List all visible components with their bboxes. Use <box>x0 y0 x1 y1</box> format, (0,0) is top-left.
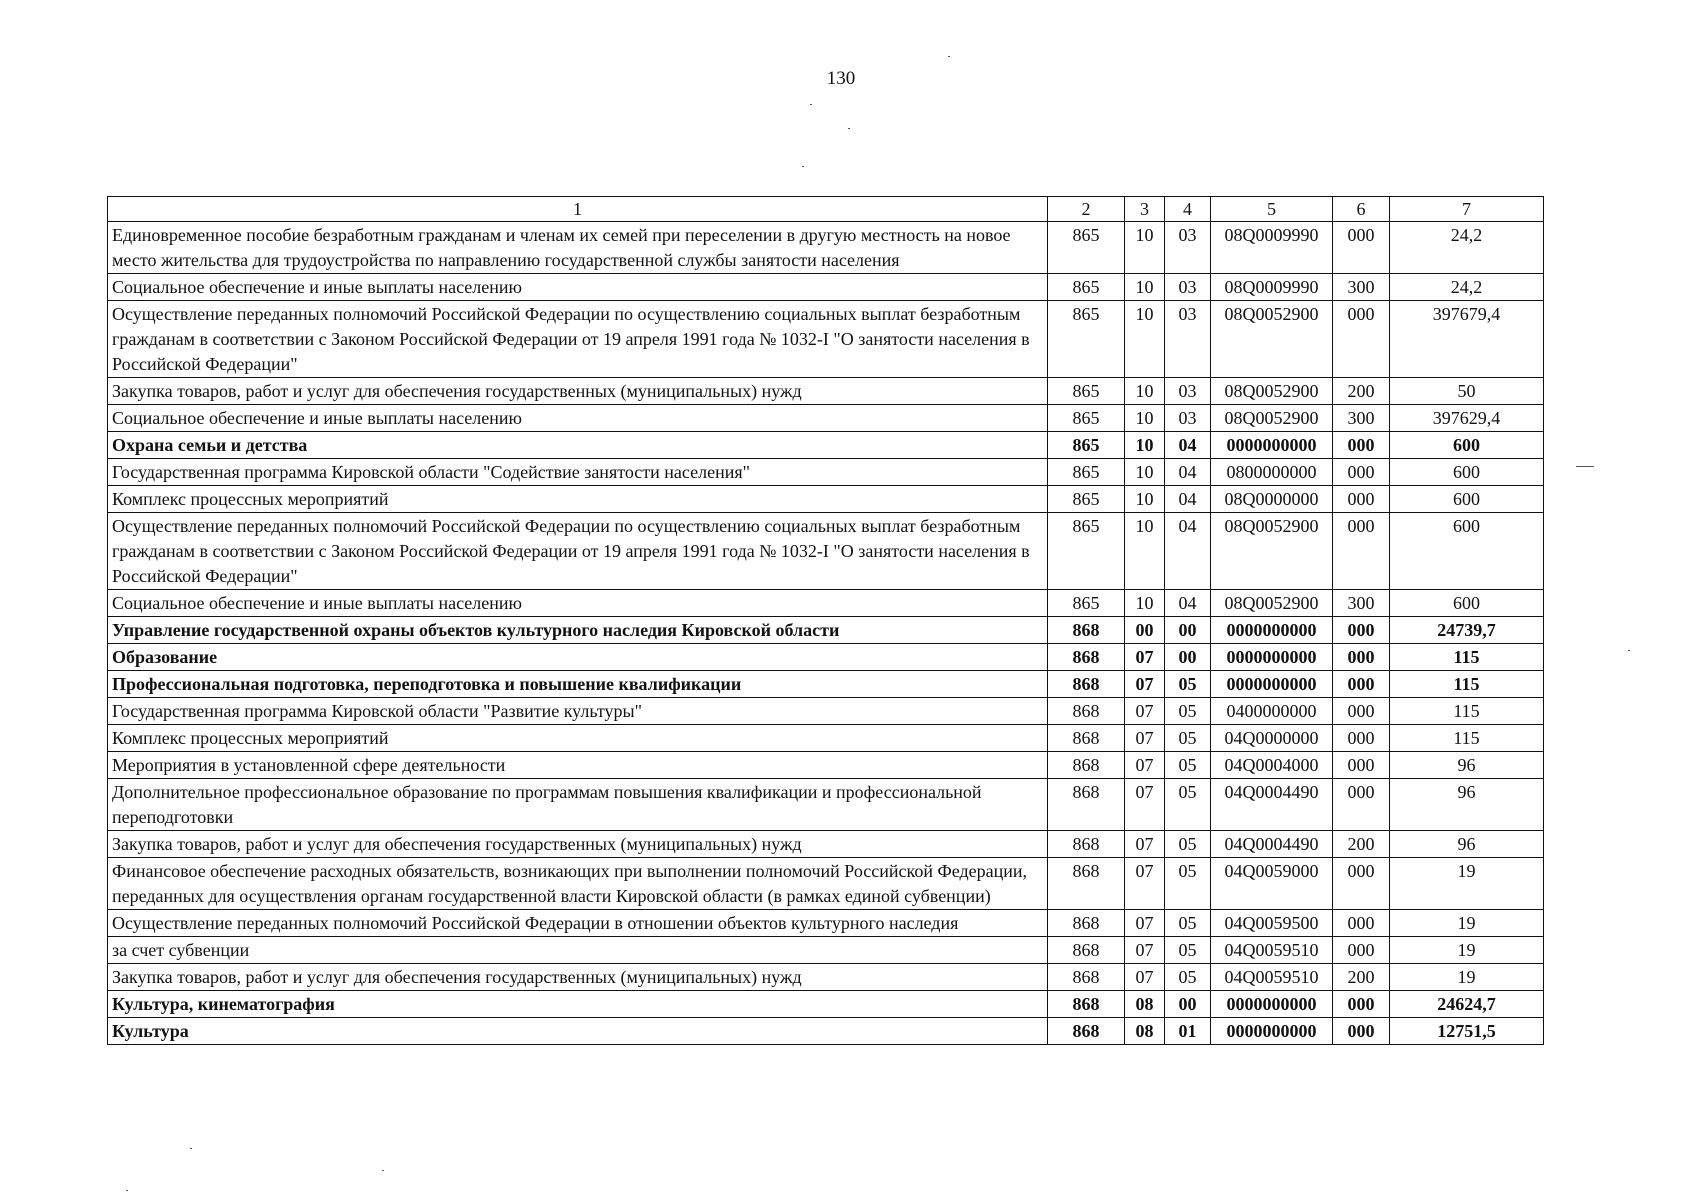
name-cell: Осуществление переданных полномочий Российской Федерации в отношении объектов культурного наследия <box>108 910 1048 937</box>
table-row <box>108 486 1544 513</box>
column-header-7: 7 <box>1390 197 1544 222</box>
budget-table <box>107 196 1544 1045</box>
column-header-5: 5 <box>1211 197 1333 222</box>
expense-type-cell: 000 <box>1333 698 1390 725</box>
subsection-cell: 04 <box>1165 513 1211 590</box>
table-body <box>108 222 1544 1045</box>
table-row <box>108 698 1544 725</box>
table-row <box>108 858 1544 910</box>
amount-cell: 24739,7 <box>1390 617 1544 644</box>
expense-type-cell: 000 <box>1333 671 1390 698</box>
section-cell: 10 <box>1125 432 1165 459</box>
table-row <box>108 222 1544 274</box>
amount-cell: 19 <box>1390 964 1544 991</box>
amount-cell: 96 <box>1390 779 1544 831</box>
amount-cell: 115 <box>1390 671 1544 698</box>
target-article-cell: 08Q0000000 <box>1211 486 1333 513</box>
scan-speck <box>1576 466 1594 467</box>
header-row <box>108 197 1544 222</box>
gr-code-cell: 865 <box>1048 274 1125 301</box>
table-row <box>108 991 1544 1018</box>
target-article-cell: 04Q0004490 <box>1211 831 1333 858</box>
amount-cell: 600 <box>1390 486 1544 513</box>
amount-cell: 115 <box>1390 644 1544 671</box>
table-row <box>108 432 1544 459</box>
subsection-cell: 05 <box>1165 858 1211 910</box>
subsection-cell: 05 <box>1165 831 1211 858</box>
expense-type-cell: 000 <box>1333 617 1390 644</box>
name-cell: Социальное обеспечение и иные выплаты населению <box>108 405 1048 432</box>
expense-type-cell: 000 <box>1333 1018 1390 1045</box>
target-article-cell: 0400000000 <box>1211 698 1333 725</box>
section-cell: 10 <box>1125 513 1165 590</box>
section-cell: 10 <box>1125 378 1165 405</box>
table-row <box>108 1018 1544 1045</box>
column-header-1: 1 <box>108 197 1048 222</box>
gr-code-cell: 868 <box>1048 752 1125 779</box>
target-article-cell: 04Q0004000 <box>1211 752 1333 779</box>
gr-code-cell: 868 <box>1048 725 1125 752</box>
expense-type-cell: 000 <box>1333 301 1390 378</box>
name-cell: Образование <box>108 644 1048 671</box>
amount-cell: 600 <box>1390 432 1544 459</box>
table-row <box>108 644 1544 671</box>
name-cell: Культура, кинематография <box>108 991 1048 1018</box>
expense-type-cell: 000 <box>1333 432 1390 459</box>
target-article-cell: 08Q0052900 <box>1211 378 1333 405</box>
target-article-cell: 04Q0059510 <box>1211 964 1333 991</box>
name-cell: Комплекс процессных мероприятий <box>108 486 1048 513</box>
gr-code-cell: 868 <box>1048 644 1125 671</box>
section-cell: 10 <box>1125 459 1165 486</box>
section-cell: 00 <box>1125 617 1165 644</box>
gr-code-cell: 865 <box>1048 486 1125 513</box>
amount-cell: 397679,4 <box>1390 301 1544 378</box>
gr-code-cell: 868 <box>1048 964 1125 991</box>
subsection-cell: 00 <box>1165 617 1211 644</box>
section-cell: 10 <box>1125 405 1165 432</box>
column-header-4: 4 <box>1165 197 1211 222</box>
amount-cell: 24,2 <box>1390 222 1544 274</box>
target-article-cell: 04Q0004490 <box>1211 779 1333 831</box>
section-cell: 10 <box>1125 301 1165 378</box>
subsection-cell: 05 <box>1165 698 1211 725</box>
section-cell: 07 <box>1125 698 1165 725</box>
section-cell: 07 <box>1125 644 1165 671</box>
amount-cell: 96 <box>1390 752 1544 779</box>
gr-code-cell: 868 <box>1048 698 1125 725</box>
amount-cell: 19 <box>1390 937 1544 964</box>
amount-cell: 600 <box>1390 513 1544 590</box>
gr-code-cell: 868 <box>1048 937 1125 964</box>
subsection-cell: 03 <box>1165 222 1211 274</box>
expense-type-cell: 200 <box>1333 378 1390 405</box>
name-cell: Охрана семьи и детства <box>108 432 1048 459</box>
expense-type-cell: 000 <box>1333 725 1390 752</box>
target-article-cell: 0000000000 <box>1211 671 1333 698</box>
table-row <box>108 459 1544 486</box>
scan-speck <box>802 166 804 167</box>
subsection-cell: 05 <box>1165 779 1211 831</box>
name-cell: Социальное обеспечение и иные выплаты населению <box>108 274 1048 301</box>
section-cell: 07 <box>1125 910 1165 937</box>
page-number: 130 <box>826 68 856 89</box>
subsection-cell: 05 <box>1165 910 1211 937</box>
table-row <box>108 725 1544 752</box>
subsection-cell: 04 <box>1165 459 1211 486</box>
column-header-6: 6 <box>1333 197 1390 222</box>
table-row <box>108 274 1544 301</box>
section-cell: 08 <box>1125 1018 1165 1045</box>
gr-code-cell: 868 <box>1048 671 1125 698</box>
section-cell: 10 <box>1125 222 1165 274</box>
column-header-2: 2 <box>1048 197 1125 222</box>
expense-type-cell: 200 <box>1333 964 1390 991</box>
table-row <box>108 779 1544 831</box>
table-row <box>108 831 1544 858</box>
scan-speck <box>848 128 850 129</box>
section-cell: 07 <box>1125 858 1165 910</box>
expense-type-cell: 000 <box>1333 752 1390 779</box>
expense-type-cell: 000 <box>1333 459 1390 486</box>
gr-code-cell: 865 <box>1048 301 1125 378</box>
name-cell: Культура <box>108 1018 1048 1045</box>
gr-code-cell: 868 <box>1048 858 1125 910</box>
target-article-cell: 0000000000 <box>1211 991 1333 1018</box>
name-cell: Государственная программа Кировской области "Развитие культуры" <box>108 698 1048 725</box>
section-cell: 08 <box>1125 991 1165 1018</box>
gr-code-cell: 865 <box>1048 378 1125 405</box>
table-row <box>108 513 1544 590</box>
target-article-cell: 08Q0009990 <box>1211 222 1333 274</box>
section-cell: 10 <box>1125 274 1165 301</box>
name-cell: Социальное обеспечение и иные выплаты населению <box>108 590 1048 617</box>
amount-cell: 19 <box>1390 910 1544 937</box>
name-cell: Закупка товаров, работ и услуг для обеспечения государственных (муниципальных) нужд <box>108 378 1048 405</box>
subsection-cell: 04 <box>1165 486 1211 513</box>
target-article-cell: 08Q0052900 <box>1211 301 1333 378</box>
name-cell: Осуществление переданных полномочий Российской Федерации по осуществлению социальных выплат безработным гражданам в соответствии с Законом Российской Федерации от 19 апреля 1991 года № 1032-I "О занятости населения в Российской Федерации" <box>108 513 1048 590</box>
gr-code-cell: 865 <box>1048 432 1125 459</box>
amount-cell: 96 <box>1390 831 1544 858</box>
amount-cell: 115 <box>1390 698 1544 725</box>
amount-cell: 397629,4 <box>1390 405 1544 432</box>
scan-speck <box>126 1190 128 1191</box>
amount-cell: 115 <box>1390 725 1544 752</box>
name-cell: Закупка товаров, работ и услуг для обеспечения государственных (муниципальных) нужд <box>108 964 1048 991</box>
gr-code-cell: 868 <box>1048 831 1125 858</box>
section-cell: 07 <box>1125 831 1165 858</box>
section-cell: 07 <box>1125 937 1165 964</box>
amount-cell: 600 <box>1390 459 1544 486</box>
target-article-cell: 08Q0052900 <box>1211 590 1333 617</box>
subsection-cell: 01 <box>1165 1018 1211 1045</box>
section-cell: 10 <box>1125 590 1165 617</box>
target-article-cell: 04Q0059510 <box>1211 937 1333 964</box>
subsection-cell: 04 <box>1165 590 1211 617</box>
expense-type-cell: 000 <box>1333 779 1390 831</box>
gr-code-cell: 868 <box>1048 779 1125 831</box>
gr-code-cell: 868 <box>1048 617 1125 644</box>
name-cell: Комплекс процессных мероприятий <box>108 725 1048 752</box>
table-row <box>108 617 1544 644</box>
section-cell: 10 <box>1125 486 1165 513</box>
subsection-cell: 05 <box>1165 752 1211 779</box>
expense-type-cell: 300 <box>1333 274 1390 301</box>
gr-code-cell: 865 <box>1048 459 1125 486</box>
subsection-cell: 03 <box>1165 378 1211 405</box>
expense-type-cell: 300 <box>1333 405 1390 432</box>
expense-type-cell: 000 <box>1333 991 1390 1018</box>
gr-code-cell: 865 <box>1048 405 1125 432</box>
expense-type-cell: 200 <box>1333 831 1390 858</box>
subsection-cell: 03 <box>1165 301 1211 378</box>
expense-type-cell: 000 <box>1333 858 1390 910</box>
target-article-cell: 0000000000 <box>1211 1018 1333 1045</box>
subsection-cell: 04 <box>1165 432 1211 459</box>
section-cell: 07 <box>1125 725 1165 752</box>
gr-code-cell: 865 <box>1048 590 1125 617</box>
target-article-cell: 04Q0059500 <box>1211 910 1333 937</box>
section-cell: 07 <box>1125 671 1165 698</box>
expense-type-cell: 000 <box>1333 486 1390 513</box>
table-row <box>108 405 1544 432</box>
gr-code-cell: 868 <box>1048 910 1125 937</box>
target-article-cell: 08Q0052900 <box>1211 405 1333 432</box>
target-article-cell: 04Q0000000 <box>1211 725 1333 752</box>
table-row <box>108 752 1544 779</box>
name-cell: Управление государственной охраны объектов культурного наследия Кировской области <box>108 617 1048 644</box>
target-article-cell: 0000000000 <box>1211 644 1333 671</box>
target-article-cell: 08Q0009990 <box>1211 274 1333 301</box>
section-cell: 07 <box>1125 752 1165 779</box>
amount-cell: 24,2 <box>1390 274 1544 301</box>
table-row <box>108 964 1544 991</box>
name-cell: Закупка товаров, работ и услуг для обеспечения государственных (муниципальных) нужд <box>108 831 1048 858</box>
subsection-cell: 03 <box>1165 405 1211 432</box>
table-row <box>108 910 1544 937</box>
table-row <box>108 378 1544 405</box>
subsection-cell: 05 <box>1165 964 1211 991</box>
amount-cell: 12751,5 <box>1390 1018 1544 1045</box>
amount-cell: 19 <box>1390 858 1544 910</box>
name-cell: Дополнительное профессиональное образование по программам повышения квалификации и профессиональной переподготовки <box>108 779 1048 831</box>
table-row <box>108 937 1544 964</box>
name-cell: Единовременное пособие безработным гражданам и членам их семей при переселении в другую местность на новое место жительства для трудоустройства по направлению государственной службы занятости населения <box>108 222 1048 274</box>
table-row <box>108 301 1544 378</box>
target-article-cell: 08Q0052900 <box>1211 513 1333 590</box>
gr-code-cell: 865 <box>1048 222 1125 274</box>
name-cell: за счет субвенции <box>108 937 1048 964</box>
table-row <box>108 671 1544 698</box>
target-article-cell: 04Q0059000 <box>1211 858 1333 910</box>
subsection-cell: 00 <box>1165 644 1211 671</box>
scan-speck <box>810 104 812 105</box>
expense-type-cell: 000 <box>1333 222 1390 274</box>
table-row <box>108 590 1544 617</box>
section-cell: 07 <box>1125 964 1165 991</box>
gr-code-cell: 868 <box>1048 991 1125 1018</box>
amount-cell: 600 <box>1390 590 1544 617</box>
section-cell: 07 <box>1125 779 1165 831</box>
target-article-cell: 0800000000 <box>1211 459 1333 486</box>
amount-cell: 50 <box>1390 378 1544 405</box>
scan-speck <box>1628 650 1630 651</box>
expense-type-cell: 000 <box>1333 937 1390 964</box>
subsection-cell: 05 <box>1165 937 1211 964</box>
target-article-cell: 0000000000 <box>1211 432 1333 459</box>
scan-speck <box>948 56 950 57</box>
expense-type-cell: 000 <box>1333 910 1390 937</box>
expense-type-cell: 300 <box>1333 590 1390 617</box>
subsection-cell: 03 <box>1165 274 1211 301</box>
gr-code-cell: 865 <box>1048 513 1125 590</box>
amount-cell: 24624,7 <box>1390 991 1544 1018</box>
expense-type-cell: 000 <box>1333 644 1390 671</box>
target-article-cell: 0000000000 <box>1211 617 1333 644</box>
name-cell: Государственная программа Кировской области "Содействие занятости населения" <box>108 459 1048 486</box>
expense-type-cell: 000 <box>1333 513 1390 590</box>
subsection-cell: 05 <box>1165 671 1211 698</box>
name-cell: Профессиональная подготовка, переподготовка и повышение квалификации <box>108 671 1048 698</box>
name-cell: Мероприятия в установленной сфере деятельности <box>108 752 1048 779</box>
subsection-cell: 05 <box>1165 725 1211 752</box>
subsection-cell: 00 <box>1165 991 1211 1018</box>
column-header-3: 3 <box>1125 197 1165 222</box>
scan-speck <box>382 1170 384 1171</box>
scan-speck <box>190 1148 192 1149</box>
gr-code-cell: 868 <box>1048 1018 1125 1045</box>
name-cell: Осуществление переданных полномочий Российской Федерации по осуществлению социальных выплат безработным гражданам в соответствии с Законом Российской Федерации от 19 апреля 1991 года № 1032-I "О занятости населения в Российской Федерации" <box>108 301 1048 378</box>
name-cell: Финансовое обеспечение расходных обязательств, возникающих при выполнении полномочий Российской Федерации, переданных для осуществления органам государственной власти Кировской области (в рамках единой субвенции) <box>108 858 1048 910</box>
